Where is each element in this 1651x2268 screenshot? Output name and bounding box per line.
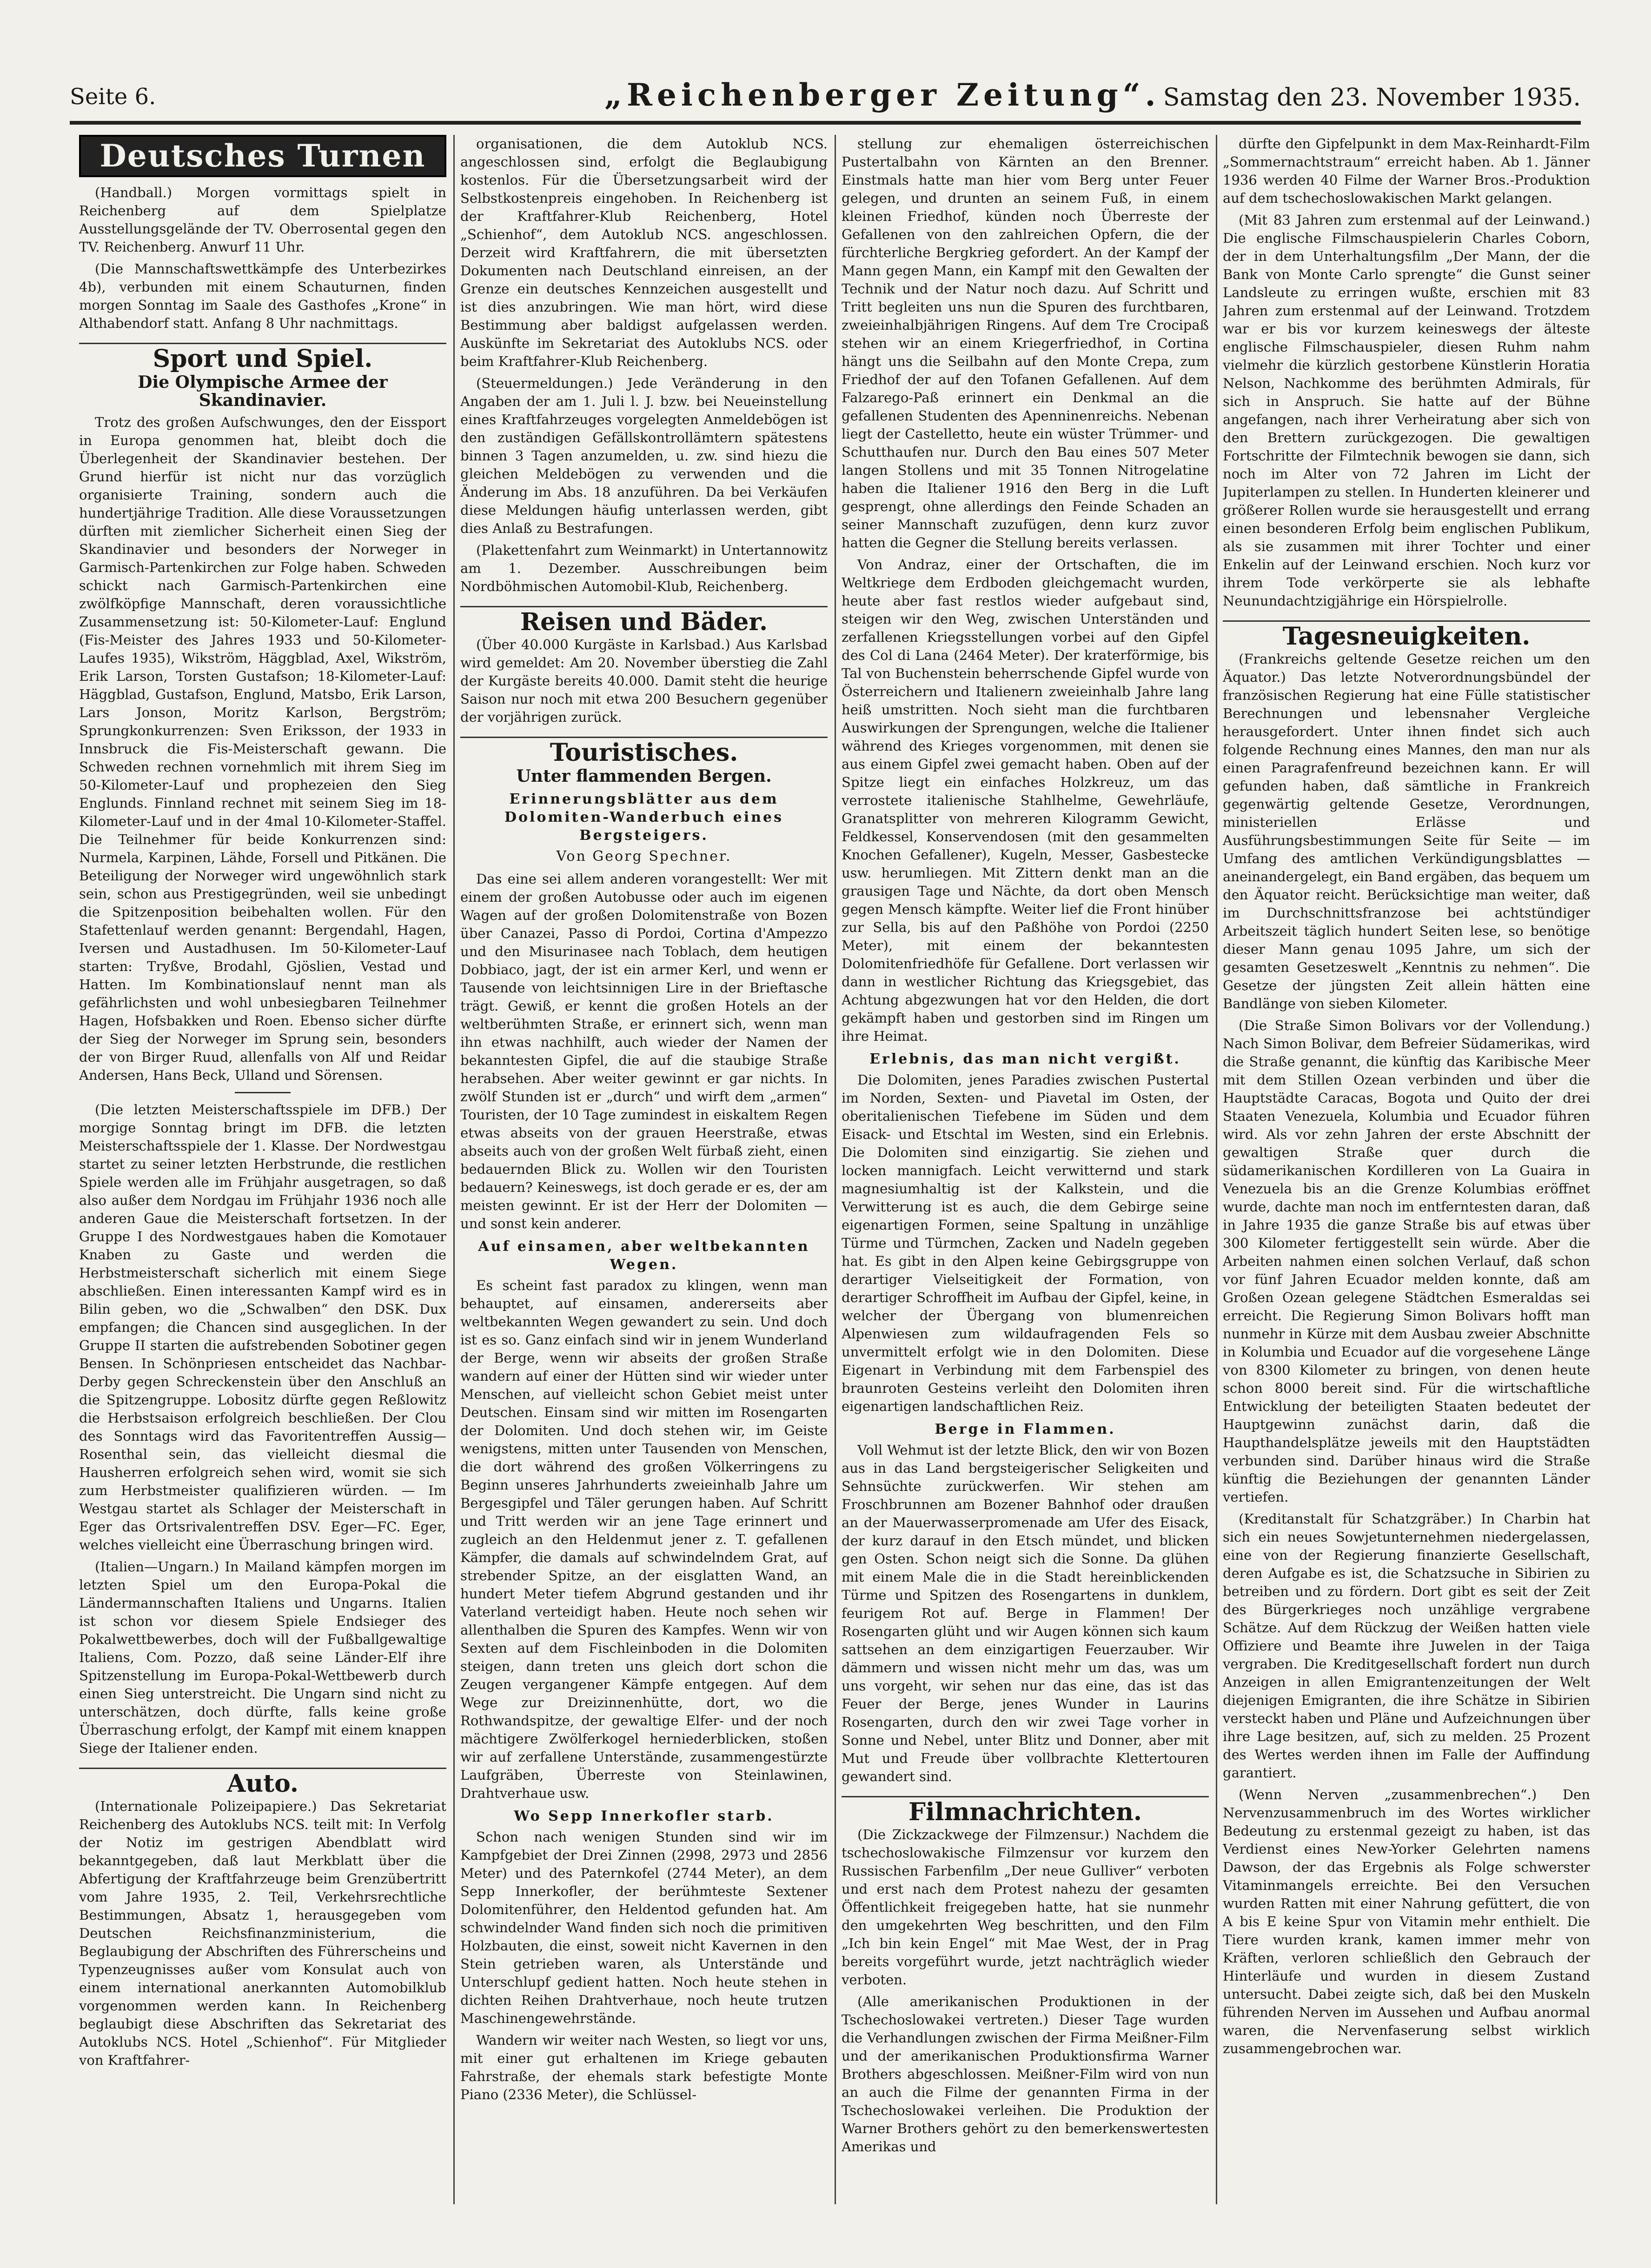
column-rule (1216, 135, 1217, 2204)
page-header (70, 70, 1581, 125)
article-paragraph: Die Dolomiten, jenes Paradies zwischen Pustertal im Norden, Sexten- und Piavetal im Osten, der oberitalienischen Tiefebene im Süden und dem Eisack- und Etschtal im Westen, sind ein Erlebnis. Die Dolomiten sind einzigartig. Sie ziehen und locken mannigfach. Leicht verwitternd und stark magnesiumhaltig ist der Kalkstein, und die Verwitterung ist es auch, die dem Gebirge seine eigenartigen Formen, seine Spaltung in unzählige Türme und Türmchen, Zacken und Nadeln gegeben hat. Es gibt in den Alpen keine Gebirgsgruppe von derartiger Vielseitigkeit der Formation, von derartiger Schroffheit im Aufbau der Gipfel, keine, in welcher der Übergang von blumenreichen Alpenwiesen zum wildaufragenden Fels so unvermittelt erfolgt wie in den Dolomiten. Diese Eigenart in Verbindung mit dem Farbenspiel des braunroten Gesteins verleiht den Dolomiten ihren eigenartigen landschaftlichen Reiz. (842, 1072, 1209, 1414)
article-paragraph: (Alle amerikanischen Produktionen in der Tschechoslowakei vertreten.) Dieser Tage wurden die Verhandlungen zwischen der Firma Meißner-Film und der amerikanischen Produktionsfirma Warner Brothers abgeschlossen. Meißner-Film wird von nun an auch die Filme der genannten Firma in der Tschechoslowakei verleihen. Die Produktion der Warner Brothers gehört zu den bemerkenswertesten Amerikas und (842, 1994, 1209, 2155)
section-heading-film: Filmnachrichten. (842, 1796, 1209, 1821)
article-paragraph: (Wenn Nerven „zusammenbrechen“.) Den Nervenzusammenbruch im des Wortes wirklicher Bedeutung zu erstenmal gezeigt zu haben, ist das Verdienst eines New-Yorker Gelehrten namens Dawson, der das Ergebnis als Folge schwerster Vitaminmangels erreichte. Bei den Versuchen wurden Ratten mit einer Nahrung gefüttert, die von A bis E keine Spur von Vitamin mehr enthielt. Die Tiere wurden krank, kamen immer mehr von Kräften, verloren schließlich den Gebrauch der Hinterläufe und wurden in diesem Zustand untersucht. Dabei zeigte sich, daß bei den Muskeln führenden Nerven im Aussehen und Aufbau anormal waren, die Nervenfaserung selbst wirklich zusammengebrochen war. (1223, 1787, 1590, 2056)
section-masthead-turnen (79, 135, 446, 177)
column-4 (1223, 135, 1590, 2204)
article-paragraph: Das eine sei allem anderen vorangestellt: Wer mit einem der großen Autobusse oder auch im eigenen Wagen auf der großen Dolomitenstraße von Bozen über Canazei, Passo di Pordoi, Cortina d'Ampezzo und den Misurinasee nach Toblach, dem heutigen Dobbiaco, jagt, der ist ein armer Kerl, und wenn er Tausende von leichtsinnigen Lire in der Brieftasche trägt. Gewiß, er kennt die großen Hotels an der weltberühmten Straße, er erinnert sich, wenn man ihn etwas nachhilft, auch wieder der Namen der bekanntesten Gipfel, die auf die staubige Straße herabsehen. Aber weiter gewinnt er gar nichts. In zwölf Stunden ist er „durch“ und wirft dem „armen“ Touristen, der 10 Tage zumindest in eiskaltem Regen etwas abseits von der grauen Heerstraße, etwas abseits auch von der großen Welt fürbaß zieht, einen bedauernden Blick zu. Wollen wir den Touristen bedauern? Keineswegs, ist doch gerade er es, der am meisten gewinnt. Er ist der Herr der Dolomiten — und sonst kein anderer. (460, 871, 828, 1231)
article-subheadline: Wo Sepp Innerkofler starb. (514, 1808, 774, 1824)
article-paragraph: Trotz des großen Aufschwunges, den der Eissport in Europa genommen hat, bleibt doch die Überlegenheit der Skandinavier bestehen. Der Grund hierfür ist nicht nur das vorzüglich organisierte Training, sondern auch die hundertjährige Tradition. Alle diese Voraussetzungen dürften mit ziemlicher Sicherheit einen Sieg der Skandinavier und besonders der Norweger in Garmisch-Partenkirchen zur Folge haben. Schweden schickt nach Garmisch-Partenkirchen eine zwölfköpfige Mannschaft, deren voraussichtliche Zusammensetzung ist: 50-Kilometer-Lauf: Englund (Fis-Meister des Jahres 1933 und 50-Kilometer-Laufes 1935), Wikström, Häggblad, Axel, Wikström, Erik Larson, Torsten Gustafson; 18-Kilometer-Lauf: Häggblad, Gustafson, Englund, Matsbo, Erik Larson, Lars Jonson, Moritz Karlson, Bergström; Sprungkonkurrenzen: Sven Eriksson, der 1933 in Innsbruck die Fis-Meisterschaft gewann. Die Schweden rechnen vornehmlich mit ihrem Sieg im 50-Kilometer-Lauf und prophezeien den Sieg Englunds. Finnland rechnet mit seinem Sieg im 18-Kilometer-Lauf und in der 4mal 10-Kilometer-Staffel. Die Teilnehmer für beide Konkurrenzen sind: Nurmela, Karpinen, Lähde, Forsell und Pitkänen. Die Beteiligung der Norweger wird ungewöhnlich stark sein, schon aus Prestigegründen, weil sie unbedingt die Spitzenposition beibehalten wollen. Für den Stafettenlauf werden genannt: Bergendahl, Hagen, Iversen und Austadhusen. Im 50-Kilometer-Lauf starten: Tryßve, Brodahl, Gjöslien, Vestad und Hatten. Im Kombinationslauf nennt man als gefährlichsten und wohl unbesiegbaren Teilnehmer Hagen, Hofsbakken und Roen. Ebenso sicher dürfte der Sieg der Norweger im Sprung sein, besonders der von Birger Ruud, allenfalls von Alf und Reidar Andersen, Hans Beck, Ulland und Sörensen. (79, 414, 446, 1083)
article-paragraph: (Die letzten Meisterschaftsspiele im DFB.) Der morgige Sonntag bringt im DFB. die letzten Meisterschaftsspiele der 1. Klasse. Der Nordwestgau startet zu seiner letzten Herbstrunde, die restlichen Spiele werden alle im Frühjahr ausgetragen, so daß also außer dem Nordgau im Frühjahr 1936 noch alle anderen Gaue die Meisterschaft fortsetzen. In der Gruppe I des Nordwestgaues haben die Komotauer Knaben zu Gaste und werden die Herbstmeisterschaft sicherlich mit einem Siege abschließen. Einen interessanten Kampf wird es in Bilin geben, wo die „Schwalben“ den DSK. Dux empfangen; die Chancen sind ausgeglichen. In der Gruppe II starten die aufstrebenden Sobotiner gegen Bensen. In Schönpriesen entscheidet das Nachbar-Derby gegen Schreckenstein über den Anschluß an die Spitzengruppe. Lobositz dürfte gegen Reßlowitz die Herbstsaison erfolgreich beschließen. Der Clou des Sonntags wird das Favoritentreffen Aussig—Rosenthal sein, das vielleicht diesmal die Hausherren erfolgreich sehen wird, womit sie sich zum Herbstmeister qualifizieren würden. — Im Westgau startet als Schlager der Meisterschaft in Eger das Ortsrivalentreffen DSV. Eger—FC. Eger, welches vielleicht eine Überraschung bringen wird. (79, 1102, 446, 1553)
article-paragraph: stellung zur ehemaligen österreichischen Pustertalbahn von Kärnten an den Brenner. Einstmals hatte man hier vom Berg unter Feuer gelegen, und drunten an seinem Fuß, in einem kleinen Friedhof, künden noch Überreste der Gefallenen von den zahlreichen Opfern, die der fürchterliche Bergkrieg gefordert. An der Kampf der Mann gegen Mann, ein Kampf mit den Gewalten der Technik und der Natur noch dazu. Auf Schritt und Tritt begleiten uns nun die Spuren des furchtbaren, zweieinhalbjährigen Ringens. Auf dem Tre Crocipaß stehen wir an einem Kriegerfriedhof, in Cortina hängt uns die Seilbahn auf den Monte Crepa, zum Friedhof der auf den Tofanen Gefallenen. Auf dem Falzarego-Paß erinnert ein Denkmal an die gefallenen Studenten des Apenninenreichs. Nebenan liegt der Castelletto, heute ein wüster Trümmer- und Schutthaufen nur. Durch den Bau eines 507 Meter langen Stollens und mit 35 Tonnen Nitrogelatine haben die Italiener 1916 den Berg in die Luft gesprengt, ohne allerdings den Feinde Schaden an seiner Mannschaft zuzufügen, denn kurz zuvor hatten die Gegner die Stellung bereits verlassen. (842, 136, 1209, 551)
section-heading-tagesneuigkeiten: Tagesneuigkeiten. (1223, 620, 1590, 645)
column-rule (453, 135, 455, 2204)
article-headline: Die Olympische Armee der Skandinavier. (138, 372, 388, 410)
article-paragraph: (Italien—Ungarn.) In Mailand kämpfen morgen im letzten Spiel um den Europa-Pokal die Ländermannschaften Italiens und Ungarns. Italien ist schon vor diesem Spiele Endsieger des Pokalwettbewerbes, doch will der Fußballgewaltige Italiens, Com. Pozzo, daß seine Länder-Elf ihre Spitzenstellung im Europa-Pokal-Wettbewerb durch einen Sieg unterstreicht. Die Ungarn sind nicht zu unterschätzen, doch dürfte, falls keine große Überraschung erfolgt, der Kampf mit einem knappen Siege der Italiener enden. (79, 1559, 446, 1756)
divider (235, 1092, 291, 1093)
article-paragraph: Von Andraz, einer der Ortschaften, die im Weltkriege dem Erdboden gleichgemacht wurden, heute aber fast restlos wieder aufgebaut sind, steigen wir den Weg, zwischen Unterständen und zerfallenen Kriegsstellungen vorbei auf den Gipfel des Col di Lana (2464 Meter). Der kraterförmige, bis Tal von Buchenstein beherrschende Gipfel wurde von Österreichern und Italienern zweieinhalb Jahre lang heiß umstritten. Noch sieht man die furchtbaren Auswirkungen der Sprengungen, welche die Italiener während des Krieges vorgenommen, mit denen sie aus einem Gipfel zwei gemacht haben. Oben auf der Spitze liegt ein einfaches Holzkreuz, um das verrostete italienische Stahlhelme, Gewehrläufe, Granatsplitter von mehreren Kilogramm Gewicht, Feldkessel, Konservendosen (mit den gesammelten Knochen Gefallener), Kugeln, Messer, Gasbestecke usw. herumliegen. Mit Zittern denkt man an die grausigen Tage und Nächte, da dort oben Mensch gegen Mensch kämpfte. Weiter lief die Front hinüber zur Sella, bis auf den Paßhöhe von Pordoi (2250 Meter), mit einem der bekanntesten Dolomitenfriedhöfe für Gefallene. Dort verlassen wir dann in westlicher Richtung das Kriegsgebiet, das Achtung abgezwungen hat vor den Helden, die dort gekämpft haben und gestorben sind im Ringen um ihre Heimat. (842, 557, 1209, 1044)
article-subheadline: Erlebnis, das man nicht vergißt. (869, 1051, 1181, 1067)
article-paragraph: Wandern wir weiter nach Westen, so liegt vor uns, mit einer gut erhaltenen im Kriege gebauten Fahrstraße, der ehemals stark befestigte Monte Piano (2336 Meter), die Schlüssel- (460, 2032, 828, 2102)
newspaper-title: „Reichenberger Zeitung“. (604, 77, 1160, 113)
page-number: Seite 6. (70, 84, 156, 110)
column-2 (460, 135, 828, 2204)
section-heading-sport: Sport und Spiel. (79, 343, 446, 368)
article-paragraph: Voll Wehmut ist der letzte Blick, den wir von Bozen aus in das Land bergsteigerischer Seligkeiten und Sehnsüchte zurückwerfen. Wir stehen am Froschbrunnen am Bozener Bahnhof oder draußen an der Mauerwasserpromenade am Ufer des Eisack, der kurz darauf in den Etsch mündet, und blicken gen Osten. Schon neigt sich die Sonne. Da glühen mit einem Male die in die Stadt hereinblickenden Türme und Spitzen des Rosengartens in dunklem, feurigem Rot auf. Berge in Flammen! Der Rosengarten glüht und wir Augen können sich kaum sattsehen an dem einzigartigen Feuerzauber. Wir dämmern und wissen nicht mehr um das, was um uns vorgeht, wir sehen nur das eine, das ist das Feuer der Berge, jenes Wunder in Laurins Rosengarten, durch den wir zwei Tage vorher in Sonne und Nebel, unter Blitz und Donner, aber mit Mut und Freude über vollbrachte Klettertouren gewandert sind. (842, 1442, 1209, 1784)
article-headline: Unter flammenden Bergen. (516, 766, 772, 786)
section-heading-touristisches: Touristisches. (460, 737, 828, 762)
article-paragraph: (Über 40.000 Kurgäste in Karlsbad.) Aus Karlsbad wird gemeldet: Am 20. November überstieg die Zahl der Kurgäste bereits 40.000. Damit steht die heurige Saison nur noch mit etwa 200 Besuchern gegenüber der vorjährigen zurück. (460, 637, 828, 725)
article-subheadline: Berge in Flammen. (935, 1421, 1116, 1437)
article-paragraph: (Die Zickzackwege der Filmzensur.) Nachdem die tschechoslowakische Filmzensur vor kurzem den Russischen Farbenfilm „Der neue Gulliver“ verboten und erst nach dem Protest nahezu der gesamten Öffentlichkeit freigegeben hatte, hat sie nunmehr den umgekehrten Weg beschritten, und den Film „Ich bin kein Engel“ mit Mae West, der in Prag bereits vorgeführt wurde, jetzt nachträglich wieder verboten. (842, 1827, 1209, 1988)
article-paragraph: organisationen, die dem Autoklub NCS. angeschlossen sind, erfolgt die Beglaubigung kostenlos. Für die Übersetzungsarbeit wird der Selbstkostenpreis eingehoben. In Reichenberg ist der Kraftfahrer-Klub Reichenberg, Hotel „Schienhof“, dem Autoklub NCS. angeschlossen. Derzeit wird Kraftfahrern, die mit übersetzten Dokumenten nach Deutschland einreisen, an der Grenze ein deutsches Kennzeichen ausgestellt und ist dies anzubringen. Wie man hört, wird diese Bestimmung aber baldigst aufgelassen werden. Auskünfte im Sekretariat des Autoklubs NCS. oder beim Kraftfahrer-Klub Reichenberg. (460, 136, 828, 369)
article-paragraph: (Die Mannschaftswettkämpfe des Unterbezirkes 4b), verbunden mit einem Schauturnen, finden morgen Sonntag im Saale des Gasthofes „Krone“ in Althabendorf statt. Anfang 8 Uhr nachmittags. (79, 261, 446, 331)
article-paragraph: (Mit 83 Jahren zum erstenmal auf der Leinwand.) Die englische Filmschauspielerin Charles Coborn, der in dem Unterhaltungsfilm „Der Mann, der die Bank von Monte Carlo sprengte“ die Gunst seiner Landsleute zu erringen wußte, erschien mit 83 Jahren zum erstenmal auf der Leinwand. Trotzdem war er bis vor kurzem keineswegs der älteste englische Filmschauspieler, diesen Ruhm nahm vielmehr die kürzlich gestorbene Künstlerin Horatia Nelson, Nachkomme des berühmten Admirals, für sich in Anspruch. Sie hatte auf der Bühne angefangen, nach ihrer Verheiratung aber sich von den Brettern zurückgezogen. Die gewaltigen Fortschritte der Filmtechnik bewogen sie dann, sich noch im Alter von 72 Jahren im Licht der Jupiterlampen zu stellen. In Hunderten kleinerer und größerer Rollen wurde sie herausgestellt und errang einen besonderen Erfolg beim englischen Publikum, als sie zusammen mit ihrer Tochter und einer Enkelin auf der Leinwand erschien. Noch kurz vor ihrem Tode verkörperte sie als lebhafte Neunundachtzigjährige ein Hörspielrolle. (1223, 212, 1590, 609)
article-paragraph: (Steuermeldungen.) Jede Veränderung in den Angaben der am 1. Juli l. J. bzw. bei Neueinstellung eines Kraftfahrzeuges vorgelegten Anmeldebögen ist den zuständigen Gefällskontrollämtern spätestens binnen 3 Tagen anzumelden, u. zw. sind hiezu die gleichen Meldebögen zu verwenden und die Änderung im Abs. 18 anzuführen. Da bei Verkäufen diese Meldungen häufig unterlassen werden, gibt dies Anlaß zu Bestrafungen. (460, 375, 828, 536)
article-paragraph: (Internationale Polizeipapiere.) Das Sekretariat Reichenberg des Autoklubs NCS. teilt mit: In Verfolg der Notiz im gestrigen Abendblatt wird bekanntgegeben, daß laut Merkblatt über die Abfertigung der Kraftfahrzeuge beim Grenzübertritt vom Jahre 1935, 2. Teil, Verkehrsrechtliche Bestimmungen, Absatz 1, herausgegeben vom Deutschen Reichsfinanzministerium, die Beglaubigung der Abschriften des Führerscheins und Typenzeugnisses außer vom Konsulat auch von einem international anerkannten Automobilklub vorgenommen werden kann. In Reichenberg beglaubigt diese Abschriften das Sekretariat des Autoklubs NCS. Hotel „Schienhof“. Für Mitglieder von Kraftfahrer- (79, 1798, 446, 2068)
article-byline: Von Georg Spechner. (556, 848, 732, 865)
column-1 (79, 135, 446, 2204)
issue-date: Samstag den 23. November 1935. (1163, 84, 1581, 112)
column-3 (842, 135, 1209, 2204)
article-paragraph: (Die Straße Simon Bolivars vor der Vollendung.) Nach Simon Bolivar, dem Befreier Südamerikas, wird die Straße genannt, die künftig das Karibische Meer mit dem Stillen Ozean verbinden und über die Hauptstädte Caracas, Bogota und Quito der drei Staaten Venezuela, Kolumbia und Ecuador führen wird. Als vor zehn Jahren der erste Abschnitt der gewaltigen Straße quer durch die südamerikanischen Kordilleren von La Guaira in Venezuela bis an die Grenze Kolumbias eröffnet wurde, dachte man noch im entferntesten daran, daß in Jahre 1935 die ganze Straße bis auf etwas über 300 Kilometer fertiggestellt sein würde. Aber die Arbeiten nahmen einen solchen Verlauf, daß schon vor fünf Jahren Ecuador melden konnte, daß am Großen Ozean gelegene Städtchen Esmeraldas sei erreicht. Die Regierung Simon Bolivars hofft man nunmehr in Kürze mit dem Ausbau zweier Abschnitte in Kolumbia und Ecuador auf die vorgesehene Länge von 8300 Kilometer zu bringen, von denen heute schon 8000 bereit sind. Für die wirtschaftliche Entwicklung der beteiligten Staaten bedeutet der Hauptgewinn zunächst darin, daß die Haupthandelsplätze jeweils mit den Hauptstädten verbunden sind. Darüber hinaus wird die Straße künftig die Beziehungen der genannten Länder vertiefen. (1223, 1018, 1590, 1505)
article-paragraph: (Handball.) Morgen vormittags spielt in Reichenberg auf dem Spielplatze Ausstellungsgelände der TV. Oberrosental gegen den TV. Reichenberg. Anwurf 11 Uhr. (79, 185, 446, 255)
article-subheadline: Erinnerungsblätter aus dem Dolomiten-Wanderbuch eines Bergsteigers. (504, 791, 783, 844)
article-paragraph: Schon nach wenigen Stunden sind wir im Kampfgebiet der Drei Zinnen (2998, 2973 und 2856 Meter) und des Paternkofel (2744 Meter), an dem Sepp Innerkofler, der berühmteste Sextener Dolomitenführer, den Heldentod gefunden hat. Am schwindelnder Wand finden sich noch die primitiven Holzbauten, die einst, soweit nicht Kavernen in den Stein getrieben waren, als Unterstände und Unterschlupf gedient hatten. Noch heute stehen in dichten Reihen Drahtverhaue, noch heute trutzen Maschinengewehrstände. (460, 1829, 828, 2026)
article-paragraph: (Frankreichs geltende Gesetze reichen um den Äquator.) Das letzte Notverordnungsbündel der französischen Regierung hat eine Fülle statistischer Berechnungen und lebensnaher Vergleiche herausgefordert. Unter ihnen findet sich auch folgende Rechnung eines Mannes, den man nur als einen Paragrafenfreund bezeichnen kann. Er will gefunden haben, daß sämtliche in Frankreich gegenwärtig geltende Gesetze, Verordnungen, ministeriellen Erlässe und Ausführungsbestimmungen Seite für Seite — im Umfang des amtlichen Verkündigungsblattes — aneinandergelegt, ein Band ergäben, das bequem um den Äquator reicht. Berücksichtige man weiter, daß im Durchschnittsfranzose bei achtstündiger Arbeitszeit täglich hundert Seiten lese, so benötige dieser Mann genau 1095 Jahre, um sich der gesamten Gesetzeswelt „Kenntnis zu nehmen“. Die Gesetze der jüngsten Zeit allein hätten eine Bandlänge von sieben Kilometer. (1223, 651, 1590, 1011)
section-heading-auto: Auto. (79, 1768, 446, 1793)
article-paragraph: Es scheint fast paradox zu klingen, wenn man behauptet, auf einsamen, andererseits aber weltbekannten Wegen gewandert zu sein. Und doch ist es so. Ganz einfach sind wir in jenem Wunderland der Berge, wenn wir abseits der großen Straße wandern auf einer der Hütten sind wir wieder unter Menschen, auf vielleicht schon Gebiet meist unter Deutschen. Einsam sind wir mitten im Rosengarten der Dolomiten. Und doch stehen wir, im Geiste wenigstens, mitten unter Tausenden von Menschen, die dort während des großen Völkerringens zu Beginn unseres Jahrhunderts zweieinhalb Jahre um Bergesgipfel und Täler gerungen haben. Auf Schritt und Tritt werden wir an jene Tage erinnert und zugleich an den Heldenmut jener z. T. gefallenen Kämpfer, die damals auf schwindelndem Grat, auf strebender Spitze, an der eisglatten Wand, an hundert Meter tiefem Abgrund gestanden und ihr Vaterland verteidigt haben. Heute noch sehen wir allenthalben die Spuren des Kampfes. Wenn wir von Sexten auf dem Fischleinboden in die Dolomiten steigen, dann treten uns gleich dort schon die Zeugen vergangener Kämpfe entgegen. Auf dem Wege zur Dreizinnenhütte, dort, wo die Rothwandspitze, der gewaltige Elfer- und der noch mächtigere Zwölferkogel herniederblicken, stoßen wir auf zerfallene Unterstände, zusammengestürzte Laufgräben, Überreste von Steinlawinen, Drahtverhaue usw. (460, 1277, 828, 1801)
article-subheadline: Auf einsamen, aber weltbekannten Wegen. (478, 1238, 810, 1273)
article-paragraph: (Plakettenfahrt zum Weinmarkt) in Untertannowitz am 1. Dezember. Ausschreibungen beim Nordböhmischen Automobil-Klub, Reichenberg. (460, 542, 828, 594)
section-heading-reisen: Reisen und Bäder. (460, 606, 828, 631)
article-paragraph: (Kreditanstalt für Schatzgräber.) In Charbin hat sich ein neues Sowjetunternehmen niedergelassen, eine von der Regierung finanzierte Gesellschaft, deren Aufgabe es ist, die Schatzsuche in Sibirien zu betreiben und zu fördern. Dort gibt es seit der Zeit des Bürgerkrieges noch unzählige vergrabene Schätze. Auf dem Rückzug der Weißen hatten viele Offiziere und Beamte ihre Juwelen in der Taiga vergraben. Die Kreditgesellschaft fordert nun durch Anzeigen in allen Emigrantenzeitungen der Welt diejenigen Emigranten, die ihre Schätze in Sibirien versteckt haben und Pläne und Aufzeichnungen über ihre Lage besitzen, auf, sich zu melden. 25 Prozent des Wertes werden ihnen im Falle der Auffindung garantiert. (1223, 1511, 1590, 1781)
column-rule (835, 135, 836, 2204)
masthead-label: Deutsches Turnen (99, 138, 426, 174)
article-paragraph: dürfte den Gipfelpunkt in dem Max-Reinhardt-Film „Sommernachtstraum“ erreicht haben. Ab 1. Jänner 1936 werden 40 Filme der Warner Bros.-Produktion auf dem tschechoslowakischen Markt gelangen. (1223, 136, 1590, 206)
